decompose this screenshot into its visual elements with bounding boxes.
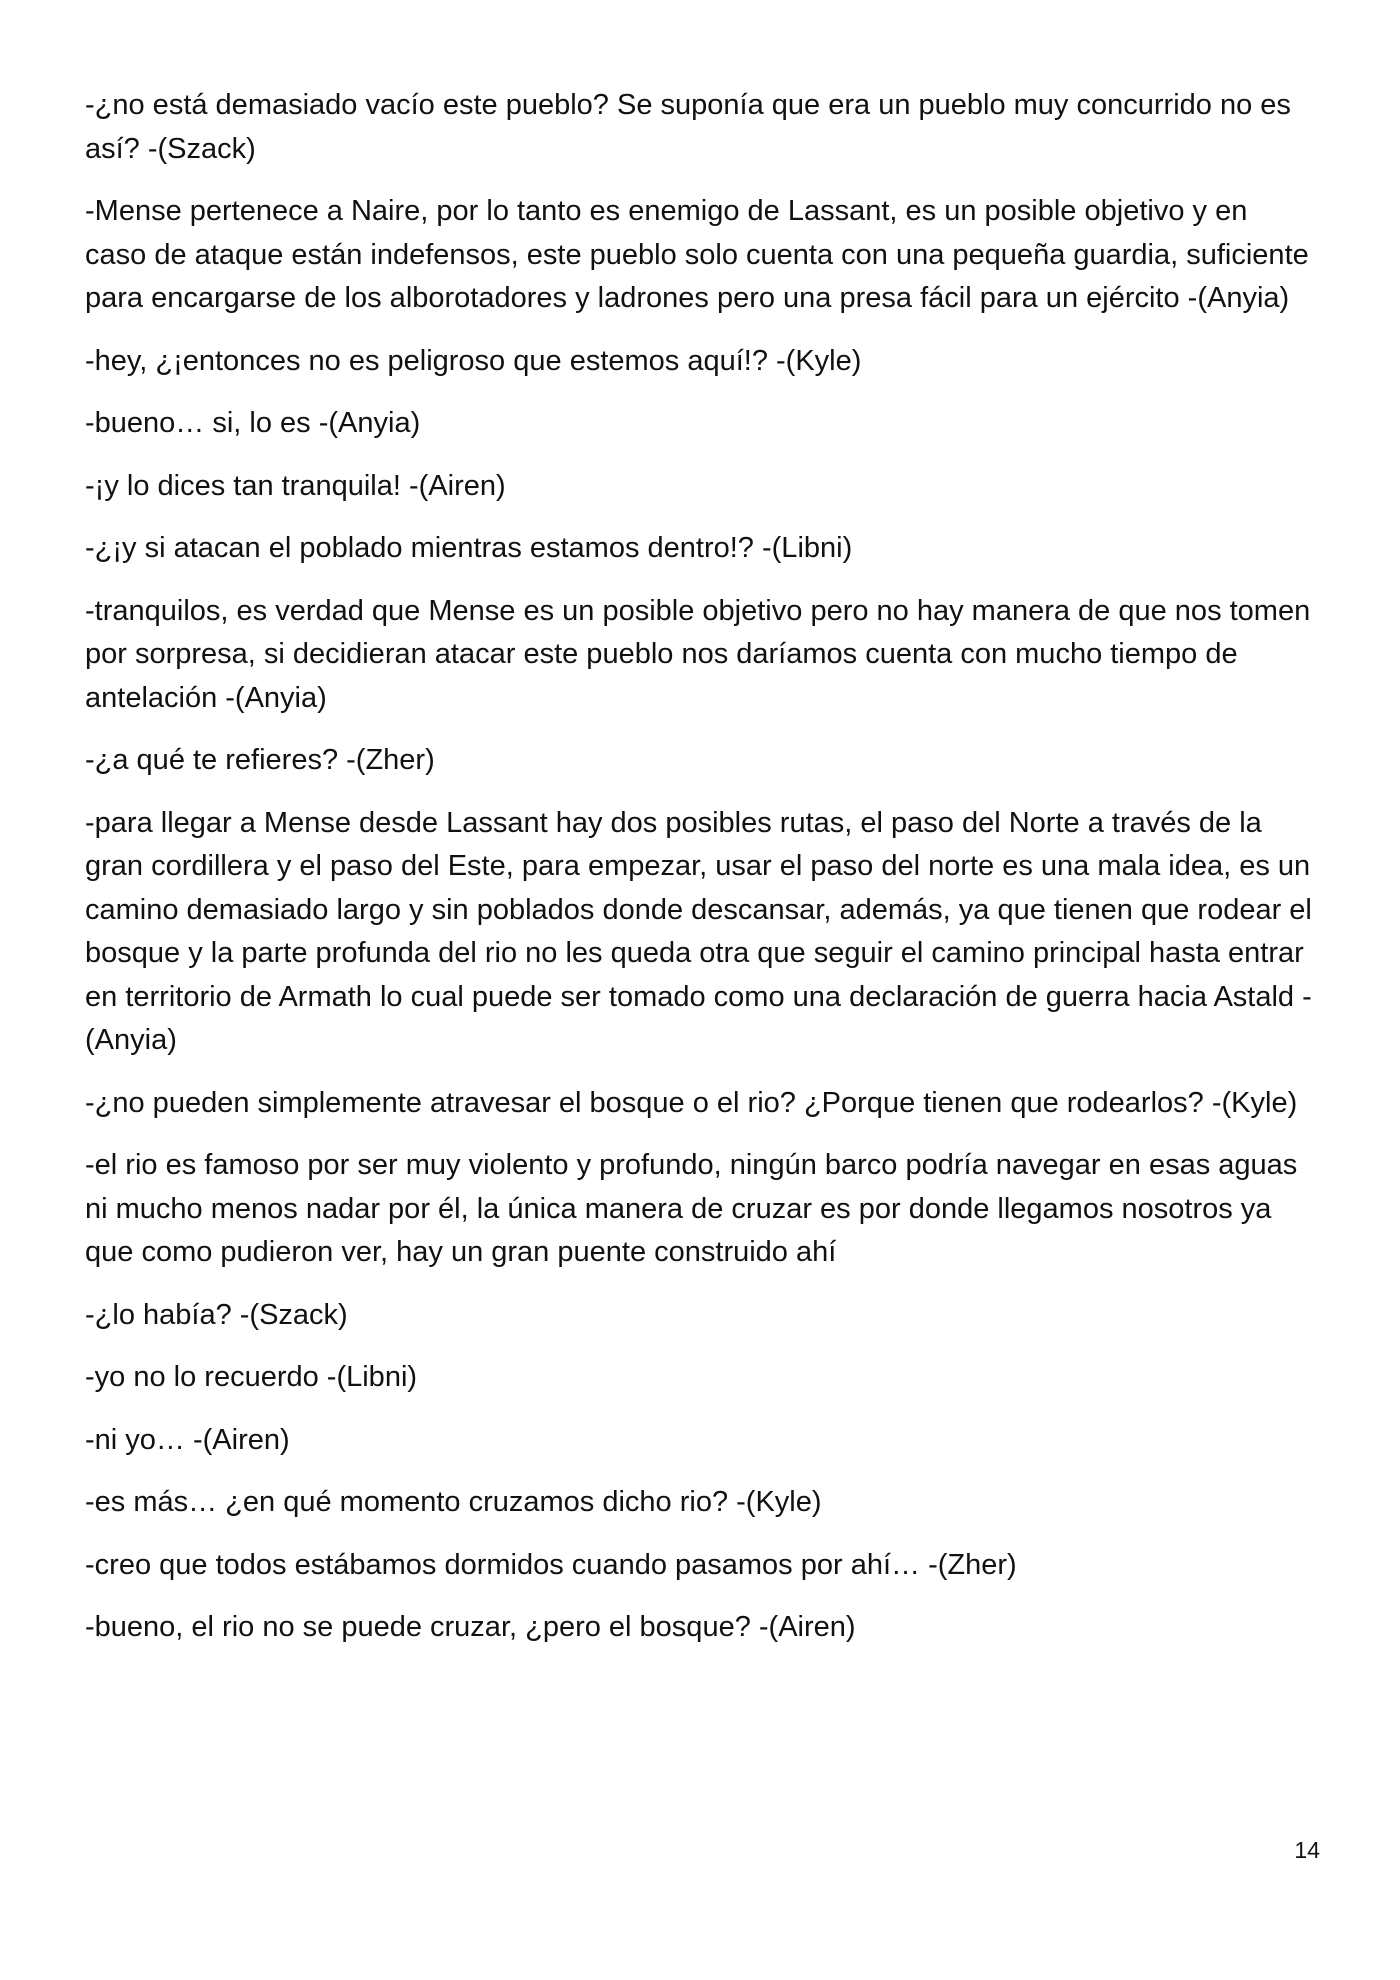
dialogue-paragraph: -bueno, el rio no se puede cruzar, ¿pero el bosque? -(Airen) — [85, 1611, 856, 1643]
dialogue-paragraph: -¿lo había? -(Szack) — [85, 1298, 348, 1331]
dialogue-paragraph: -hey, ¿¡entonces no es peligroso que estemos aquí!? -(Kyle) — [85, 344, 862, 377]
dialogue-paragraph: -tranquilos, es verdad que Mense es un posible objetivo pero no hay manera de que nos tomen por sorpresa, si decidieran atacar este pueblo nos daríamos cuenta con mucho tiempo de antelación -(Anyia) — [85, 594, 1311, 714]
dialogue-paragraph: -¿a qué te refieres? -(Zher) — [85, 744, 435, 776]
dialogue-paragraph: -¿no está demasiado vacío este pueblo? Se suponía que era un pueblo muy concurrido no es así? -(Szack) — [85, 89, 1291, 165]
page-number: 14 — [1294, 1837, 1320, 1863]
dialogue-paragraph: -¿no pueden simplemente atravesar el bosque o el rio? ¿Porque tienen que rodearlos? -(Kyle) — [85, 1086, 1298, 1119]
dialogue-paragraph: -¿¡y si atacan el poblado mientras estamos dentro!? -(Libni) — [85, 532, 853, 564]
dialogue-paragraph: -¡y lo dices tan tranquila! -(Airen) — [85, 469, 506, 502]
dialogue-paragraph: -Mense pertenece a Naire, por lo tanto es enemigo de Lassant, es un posible objetivo y en caso de ataque están indefensos, este pueblo solo cuenta con una pequeña guardia, suficiente para encargarse de los alborotadores y ladrones pero una presa fácil para un ejército -(Anyia) — [85, 195, 1309, 314]
dialogue-paragraph: -creo que todos estábamos dormidos cuando pasamos por ahí… -(Zher) — [85, 1548, 1017, 1581]
dialogue-paragraph: -bueno… si, lo es -(Anyia) — [85, 407, 421, 439]
dialogue-paragraph: -yo no lo recuerdo -(Libni) — [85, 1361, 418, 1393]
dialogue-paragraph: -el rio es famoso por ser muy violento y profundo, ningún barco podría navegar en esas aguas ni mucho menos nadar por él, la única manera de cruzar es por donde llegamos nosotros ya que como pudieron ver, hay un gran puente construido ahí — [85, 1149, 1298, 1268]
dialogue-paragraph: -es más… ¿en qué momento cruzamos dicho rio? -(Kyle) — [85, 1486, 822, 1518]
document-body — [85, 84, 1315, 1669]
dialogue-paragraph: -para llegar a Mense desde Lassant hay dos posibles rutas, el paso del Norte a través de la gran cordillera y el paso del Este, para empezar, usar el paso del norte es una mala idea, es un camino demasiado largo y sin poblados donde descansar, además, ya que tienen que rodear el bosque y la parte profunda del rio no les queda otra que seguir el camino principal hasta entrar en territorio de Armath lo cual puede ser tomado como una declaración de guerra hacia Astald -(Anyia) — [85, 806, 1312, 1056]
dialogue-paragraph: -ni yo… -(Airen) — [85, 1423, 290, 1456]
